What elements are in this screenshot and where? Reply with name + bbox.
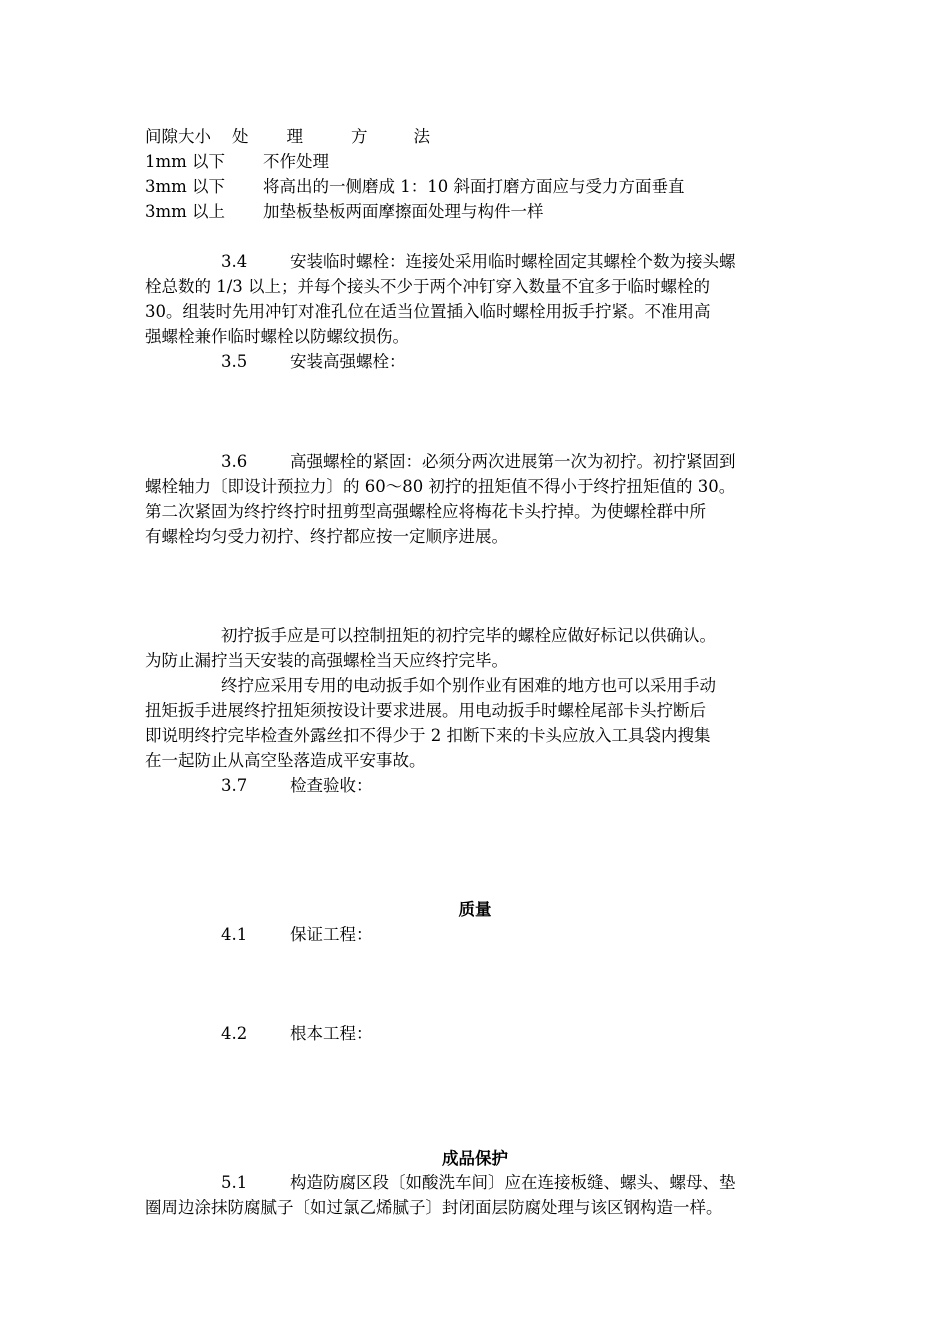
section-number: 4.1: [221, 925, 248, 944]
paragraph-line: 栓总数的 1/3 以上；并每个接头不少于两个冲钉穿入数量不宜多于临时螺栓的: [145, 277, 711, 296]
table-row-size: 3mm 以下: [145, 177, 226, 196]
section-number: 5.1: [221, 1173, 248, 1192]
table-row-method: 不作处理: [263, 152, 329, 171]
paragraph-line: 构造防腐区段〔如酸洗车间〕应在连接板缝、螺头、螺母、垫: [290, 1173, 736, 1192]
paragraph-line: 有螺栓均匀受力初拧、终拧都应按一定顺序进展。: [145, 527, 508, 546]
section-title: 保证工程：: [290, 925, 373, 944]
section-heading: 成品保护: [442, 1149, 508, 1168]
section-number: 3.4: [221, 252, 248, 271]
paragraph-line: 螺栓轴力〔即设计预拉力〕的 60～80 初拧的扭矩值不得小于终拧扭矩值的 30。: [145, 477, 736, 496]
table-header-word: 法: [413, 127, 430, 146]
section-number: 4.2: [221, 1024, 248, 1043]
paragraph-line: 第二次紧固为终拧终拧时扭剪型高强螺栓应将梅花卡头拧掉。为使螺栓群中所: [145, 502, 706, 521]
paragraph-line: 30。组装时先用冲钉对准孔位在适当位置插入临时螺栓用扳手拧紧。不准用高: [145, 302, 711, 321]
section-number: 3.5: [221, 352, 248, 371]
section-heading: 质量: [458, 900, 492, 919]
table-header-word: 理: [286, 127, 303, 146]
table-header-size: 间隙大小: [145, 127, 211, 146]
section-number: 3.6: [221, 452, 248, 471]
table-row-size: 1mm 以下: [145, 152, 226, 171]
section-title: 检查验收：: [290, 776, 373, 795]
paragraph-line: 强螺栓兼作临时螺栓以防螺纹损伤。: [145, 327, 409, 346]
table-row-method: 将高出的一侧磨成 1：10 斜面打磨方面应与受力方面垂直: [263, 177, 685, 196]
section-title: 安装高强螺栓：: [290, 352, 406, 371]
table-header-method: [232, 125, 430, 149]
paragraph-line: 初拧扳手应是可以控制扭矩的初拧完毕的螺栓应做好标记以供确认。: [221, 626, 716, 645]
table-row-method: 加垫板垫板两面摩擦面处理与构件一样: [263, 202, 544, 221]
paragraph-line: 在一起防止从高空坠落造成平安事故。: [145, 751, 426, 770]
section-title: 根本工程：: [290, 1024, 373, 1043]
paragraph-line: 扭矩扳手进展终拧扭矩须按设计要求进展。用电动扳手时螺栓尾部卡头拧断后: [145, 701, 706, 720]
paragraph-line: 圈周边涂抹防腐腻子〔如过氯乙烯腻子〕封闭面层防腐处理与该区钢构造一样。: [145, 1198, 723, 1217]
table-header-word: 方: [351, 127, 368, 146]
paragraph-line: 即说明终拧完毕检查外露丝扣不得少于 2 扣断下来的卡头应放入工具袋内搜集: [145, 726, 711, 745]
paragraph-line: 高强螺栓的紧固：必须分两次进展第一次为初拧。初拧紧固到: [290, 452, 736, 471]
table-header-word: 处: [232, 127, 249, 146]
paragraph-line: 安装临时螺栓：连接处采用临时螺栓固定其螺栓个数为接头螺: [290, 252, 736, 271]
section-number: 3.7: [221, 776, 248, 795]
paragraph-line: 终拧应采用专用的电动扳手如个别作业有困难的地方也可以采用手动: [221, 676, 716, 695]
table-row-size: 3mm 以上: [145, 202, 226, 221]
paragraph-line: 为防止漏拧当天安装的高强螺栓当天应终拧完毕。: [145, 651, 508, 670]
